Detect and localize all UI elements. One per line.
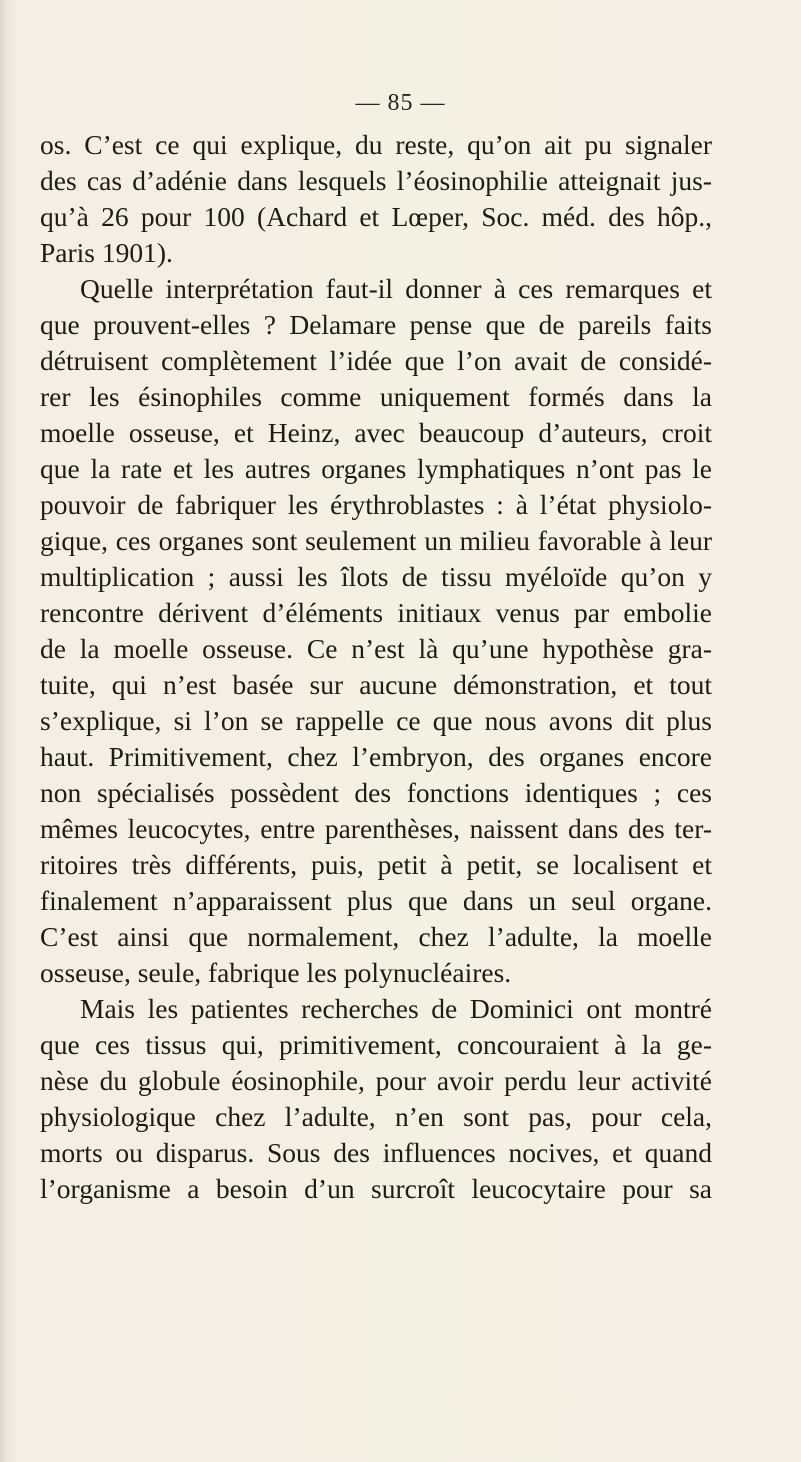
text-line: morts ou disparus. Sous des influences nocives, et quand — [40, 1137, 712, 1168]
page-number: — 85 — — [355, 90, 446, 116]
text-line: physiologique chez l’adulte, n’en sont pas, pour cela, — [40, 1101, 712, 1132]
text-line: détruisent complètement l’idée que l’on avait de considé- — [40, 345, 712, 376]
text-line: pouvoir de fabriquer les érythroblastes : à l’état physiolo- — [40, 489, 712, 520]
text-line: rencontre dérivent d’éléments initiaux venus par embolie — [40, 597, 712, 628]
text-line: non spécialisés possèdent des fonctions identiques ; ces — [40, 777, 712, 808]
body-text — [40, 127, 712, 1207]
text-line: moelle osseuse, et Heinz, avec beaucoup d’auteurs, croit — [40, 417, 712, 448]
text-line: osseuse, seule, fabrique les polynucléaires. — [40, 957, 512, 988]
text-line: rer les ésinophiles comme uniquement formés dans la — [40, 381, 712, 412]
text-line: Quelle interprétation faut-il donner à ces remarques et — [80, 273, 712, 304]
text-line: C’est ainsi que normalement, chez l’adulte, la moelle — [40, 921, 712, 952]
text-line: haut. Primitivement, chez l’embryon, des organes encore — [40, 741, 712, 772]
text-line: Paris 1901). — [40, 237, 173, 268]
text-line: mêmes leucocytes, entre parenthèses, naissent dans des ter- — [40, 813, 712, 844]
text-line: qu’à 26 pour 100 (Achard et Lœper, Soc. méd. des hôp., — [40, 201, 712, 232]
text-line: que prouvent-elles ? Delamare pense que de pareils faits — [40, 309, 712, 340]
text-line: gique, ces organes sont seulement un milieu favorable à leur — [40, 525, 712, 556]
text-line: tuite, qui n’est basée sur aucune démonstration, et tout — [40, 669, 712, 700]
text-line: que ces tissus qui, primitivement, concouraient à la ge- — [40, 1029, 712, 1060]
text-line: nèse du globule éosinophile, pour avoir perdu leur activité — [40, 1065, 712, 1096]
text-line: que la rate et les autres organes lymphatiques n’ont pas le — [40, 453, 712, 484]
text-line: ritoires très différents, puis, petit à petit, se localisent et — [40, 849, 712, 880]
text-line: l’organisme a besoin d’un surcroît leucocytaire pour sa — [40, 1173, 712, 1204]
text-line: Mais les patientes recherches de Dominici ont montré — [80, 993, 712, 1024]
text-line: des cas d’adénie dans lesquels l’éosinophilie atteignait jus- — [40, 165, 712, 196]
text-line: os. C’est ce qui explique, du reste, qu’on ait pu signaler — [40, 129, 712, 160]
text-line: de la moelle osseuse. Ce n’est là qu’une hypothèse gra- — [40, 633, 712, 664]
text-line: multiplication ; aussi les îlots de tissu myéloïde qu’on y — [40, 561, 712, 592]
text-line: finalement n’apparaissent plus que dans un seul organe. — [40, 885, 712, 916]
text-line: s’explique, si l’on se rappelle ce que nous avons dit plus — [40, 705, 712, 736]
